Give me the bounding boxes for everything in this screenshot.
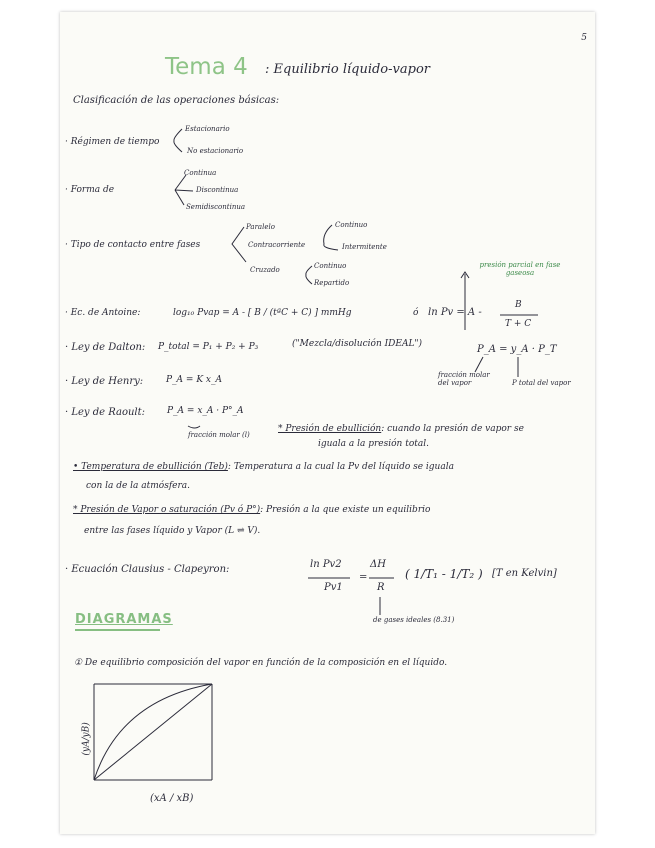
- contacto-bracket: [232, 227, 246, 262]
- contacto-option-2: Contracorriente: [248, 241, 306, 249]
- boiling-pressure-term: * Presión de ebullición: [278, 424, 382, 434]
- boiling-pressure-definition-2: iguala a la presión total.: [318, 439, 429, 449]
- clausius-lhs-denominator: Pv1: [324, 582, 343, 593]
- cruzado-sub-2: Repartido: [314, 279, 350, 287]
- forma-option-1: Continua: [184, 169, 217, 177]
- dalton-relation: P_A = y_A · P_T: [477, 344, 557, 355]
- page-title: Tema 4: [165, 54, 248, 80]
- chart-y-label: (yA/yB): [81, 722, 92, 756]
- cruzado-bracket: [306, 266, 312, 284]
- boiling-temperature-definition-1: : Temperatura a la cual la Pv del líquido se iguala: [227, 462, 454, 472]
- clausius-delta-h: ΔH: [370, 559, 386, 570]
- handwritten-strokes: [60, 12, 595, 834]
- antoine-numerator: B: [515, 300, 522, 310]
- dalton-note: ("Mezcla/disolución IDEAL"): [292, 339, 423, 349]
- dalton-equation: P_total = P₁ + P₂ + P₃: [158, 342, 259, 352]
- antoine-ln-form: ln Pv = A -: [428, 307, 482, 318]
- total-pressure-annotation: P total del vapor: [512, 379, 571, 387]
- cruzado-sub-1: Continuo: [314, 262, 347, 270]
- dalton-label: · Ley de Dalton:: [65, 342, 146, 353]
- regimen-label: · Régimen de tiempo: [65, 137, 160, 147]
- henry-equation: P_A = K x_A: [166, 375, 222, 385]
- raoult-label: · Ley de Raoult:: [65, 407, 146, 418]
- contracorriente-sub-2: Intermitente: [342, 243, 387, 251]
- contracorriente-bracket: [324, 225, 338, 250]
- molar-fraction-annotation: fracción molar del vapor: [438, 371, 490, 387]
- chart-x-label: (xA / xB): [150, 793, 194, 804]
- regimen-option-2: No estacionario: [187, 147, 244, 155]
- vapor-pressure-term: * Presión de Vapor o saturación (Pv ó P°): [73, 505, 261, 515]
- henry-label: · Ley de Henry:: [65, 376, 144, 387]
- classification-heading: Clasificación de las operaciones básicas:: [73, 95, 280, 106]
- partial-pressure-annotation: presión parcial en fase gaseosa: [479, 261, 561, 277]
- molar-fraction-arrow: [475, 357, 483, 372]
- clausius-label: · Ecuación Clausius - Clapeyron:: [65, 564, 230, 575]
- notebook-page: [60, 12, 595, 834]
- vapor-pressure-definition-1: : Presión a la que existe un equilibrio: [260, 505, 431, 515]
- clausius-unit: [T en Kelvin]: [492, 568, 557, 579]
- contracorriente-sub-1: Continuo: [335, 221, 368, 229]
- forma-label: · Forma de: [65, 185, 115, 195]
- forma-option-3: Semidiscontinua: [186, 203, 246, 211]
- contacto-label: · Tipo de contacto entre fases: [65, 240, 201, 250]
- raoult-brace: [188, 426, 200, 428]
- clausius-paren: ( 1/T₁ - 1/T₂ ): [405, 567, 483, 581]
- contacto-option-1: Paralelo: [246, 223, 275, 231]
- raoult-annotation: fracción molar (l): [188, 431, 250, 439]
- diagram-1-description: ① De equilibrio composición del vapor en función de la composición en el líquido.: [74, 658, 448, 668]
- raoult-equation: P_A = x_A · P°_A: [167, 406, 244, 416]
- forma-arrows: [175, 175, 193, 205]
- chart-diagonal: [94, 684, 212, 780]
- boiling-temperature-definition-2: con la de la atmósfera.: [86, 481, 191, 491]
- equilibrium-chart: [94, 684, 212, 780]
- page-subtitle: : Equilibrio líquido-vapor: [265, 62, 430, 77]
- clausius-r: R: [377, 582, 385, 593]
- antoine-equation: log₁₀ Pvap = A - [ B / (tªC + C) ] mmHg: [173, 308, 352, 318]
- antoine-or: ó: [413, 308, 419, 318]
- contacto-option-3: Cruzado: [250, 266, 280, 274]
- boiling-pressure-definition-1: : cuando la presión de vapor se: [381, 424, 524, 434]
- antoine-denominator: T + C: [505, 319, 532, 329]
- clausius-note: de gases ideales (8.31): [373, 616, 455, 624]
- regimen-option-1: Estacionario: [185, 125, 230, 133]
- boiling-temperature-term: • Temperatura de ebullición (Teb): [73, 462, 228, 472]
- diagramas-heading: DIAGRAMAS: [75, 612, 173, 627]
- antoine-label: · Ec. de Antoine:: [65, 308, 141, 318]
- forma-option-2: Discontinua: [196, 186, 239, 194]
- page-number: 5: [581, 33, 587, 43]
- vapor-pressure-definition-2: entre las fases líquido y Vapor (L ⇌ V).: [84, 526, 261, 536]
- clausius-lhs-numerator: ln Pv2: [310, 559, 342, 570]
- clausius-equals: =: [359, 572, 368, 583]
- regimen-bracket: [174, 129, 182, 152]
